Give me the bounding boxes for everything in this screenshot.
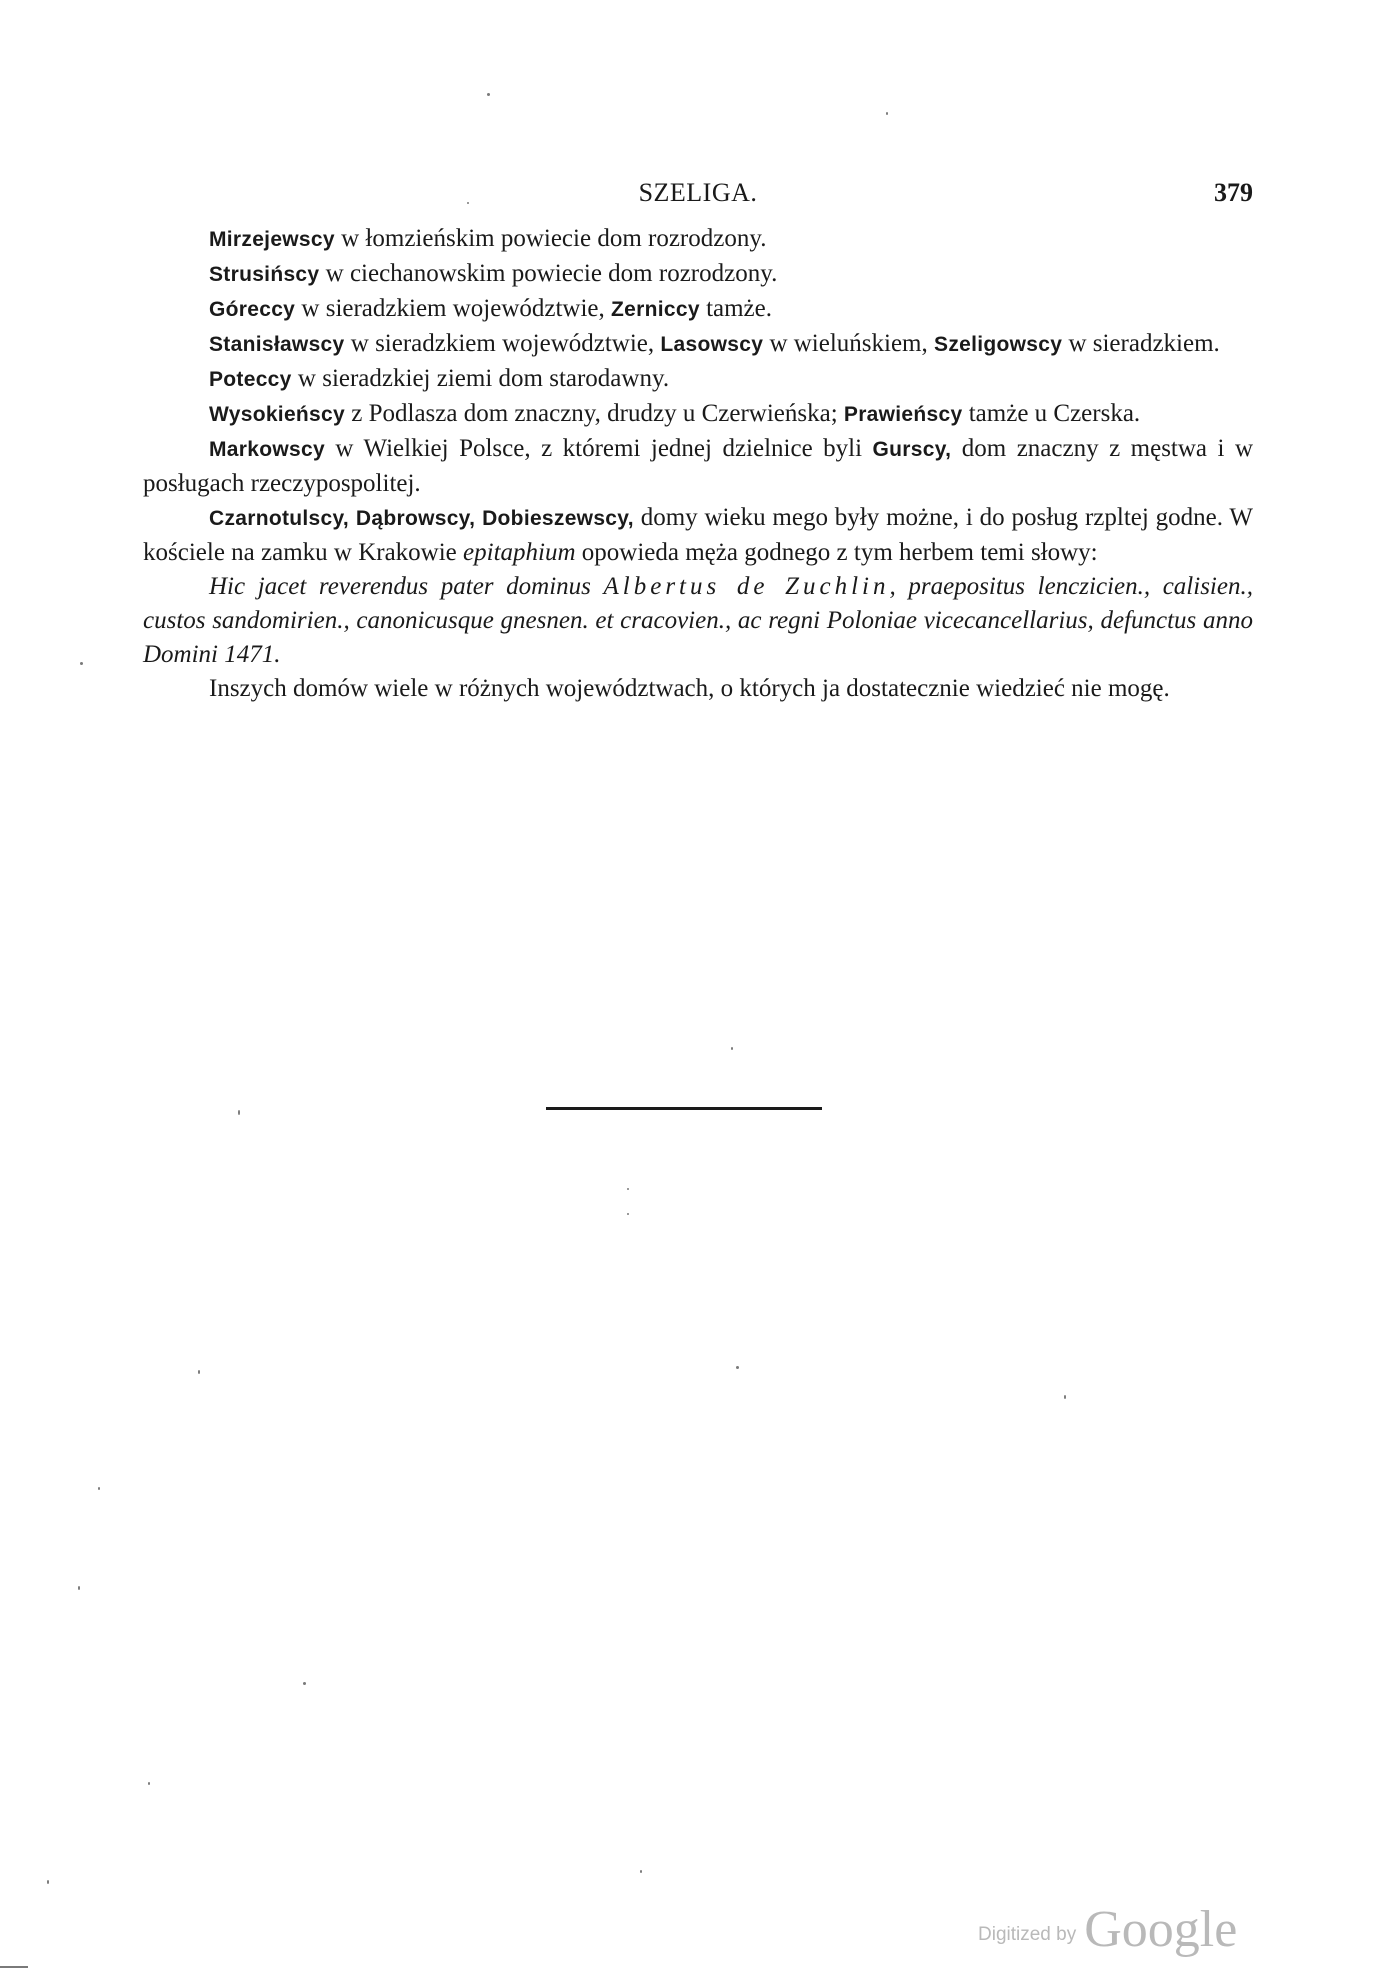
text-run: w łomzieńskim powiecie dom rozrodzony.: [334, 225, 767, 252]
section-end-rule: [546, 1107, 822, 1110]
text-run: w sieradzkiem.: [1062, 330, 1220, 357]
family-name: Stanisławscy: [209, 333, 345, 356]
text-run: w sieradzkiem województwie,: [344, 330, 661, 357]
scan-speck: [627, 1213, 629, 1215]
text-run: [349, 504, 356, 531]
family-name: Dąbrowscy,: [355, 507, 476, 530]
family-name: Gurscy,: [872, 438, 952, 461]
scan-speck: [47, 1880, 49, 1884]
text-run: w ciechanowskim powiecie dom rozrodzony.: [319, 260, 778, 287]
scan-speck: [731, 1047, 733, 1050]
scan-speck: [640, 1870, 642, 1873]
text-run: w Wielkiej Polsce, z któremi jednej dzielnice byli: [324, 435, 873, 462]
paragraph: [143, 672, 1253, 706]
text-run: opowieda męża godnego z tym herbem temi słowy:: [575, 539, 1098, 566]
family-name: Prawieńscy: [843, 403, 963, 426]
scan-speck: [98, 1487, 100, 1490]
italic-term: epitaphium: [463, 539, 576, 566]
text-run: Inszych domów wiele w różnych województwach, o których ja dostatecznie wiedzieć nie mogę.: [209, 675, 1170, 702]
text-run: w wieluńskiem,: [763, 330, 935, 357]
paragraph: [143, 257, 1253, 292]
paragraph: [143, 397, 1253, 432]
scan-speck: [80, 662, 83, 665]
body-text: [143, 222, 1253, 706]
text-run: z Podlasza dom znaczny, drudzy u Czerwieńska;: [345, 400, 844, 427]
scan-edge-mark: [0, 1966, 28, 1968]
family-name: Czarnotulscy,: [209, 507, 350, 530]
paragraph: [143, 501, 1253, 570]
page-number: 379: [1214, 178, 1253, 207]
scan-speck: [467, 202, 469, 204]
text-run: , praepositus lenczicien., calisien., custos sandomirien., canonicusque gnesnen. et cracovien., ac regni Poloniae vicecancellarius, defunctus anno Domini 1471.: [143, 573, 1253, 668]
paragraph: [143, 327, 1253, 362]
scan-speck: [238, 1110, 240, 1115]
text-run: tamże.: [699, 295, 772, 322]
scan-speck: [78, 1586, 80, 1590]
scan-speck: [736, 1366, 739, 1369]
paragraph: [143, 362, 1253, 397]
latin-inscription-paragraph: [143, 570, 1253, 672]
family-name: Dobieszewscy,: [482, 507, 634, 530]
watermark-prefix: Digitized by: [978, 1924, 1077, 1945]
scan-speck: [1064, 1395, 1066, 1399]
family-name: Markowscy: [209, 438, 325, 461]
text-run: tamże u Czerska.: [962, 400, 1141, 427]
paragraph: [143, 432, 1253, 501]
family-name: Mirzejewscy: [209, 228, 335, 251]
paragraph: [143, 292, 1253, 327]
text-run: w sieradzkiem województwie,: [295, 295, 612, 322]
scan-speck: [148, 1782, 150, 1785]
text-run: Hic jacet reverendus pater dominus: [209, 573, 604, 600]
family-name: Szeligowscy: [934, 333, 1063, 356]
scan-speck: [303, 1682, 306, 1685]
scan-speck: [487, 93, 490, 96]
running-title: SZELIGA.: [638, 178, 758, 207]
text-run: w sieradzkiej ziemi dom starodawny.: [291, 365, 670, 392]
family-name: Poteccy: [209, 368, 292, 391]
digitized-watermark: [978, 1900, 1237, 1960]
family-name: Lasowscy: [660, 333, 764, 356]
google-logo-text: Google: [1084, 1901, 1238, 1958]
spaced-name: Albertus de Zuchlin: [603, 573, 890, 600]
running-head: [143, 178, 1253, 214]
family-name: Wysokieńscy: [209, 403, 345, 426]
scan-speck: [198, 1370, 200, 1374]
family-name: Góreccy: [209, 298, 296, 321]
family-name: Strusińscy: [209, 263, 320, 286]
scan-speck: [627, 1188, 629, 1190]
paragraph: [143, 222, 1253, 257]
text-run: dom znaczny z męstwa i w posługach rzeczypospolitej.: [143, 435, 1253, 497]
family-name: Zerniccy: [611, 298, 700, 321]
text-run: domy wieku mego były możne, i do posług rzpltej godne. W kościele na zamku w Krakowie: [143, 504, 1254, 566]
scan-speck: [886, 112, 888, 115]
